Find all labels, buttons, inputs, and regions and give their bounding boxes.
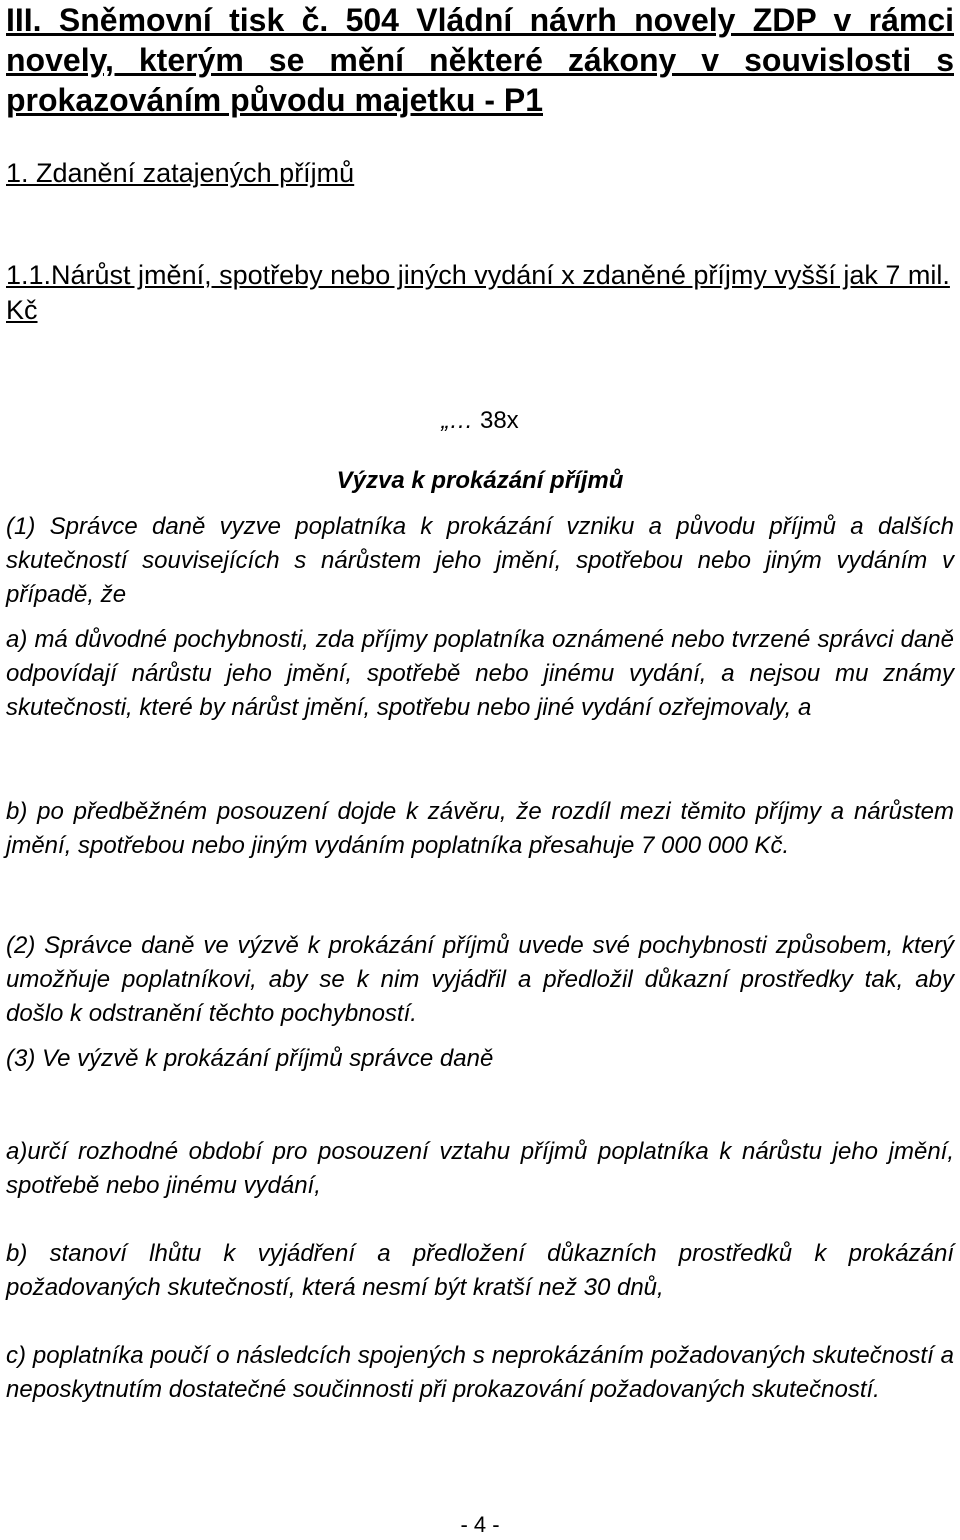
paragraph-3-letter-a: a)určí rozhodné období pro posouzení vztahu příjmů poplatníka k nárůstu jeho jmění, spotřebě nebo jinému vydání, (6, 1138, 954, 1199)
paragraph-1-letter-b: b) po předběžném posouzení dojde k závěru, že rozdíl mezi těmito příjmy a nárůstem jmění, spotřebou nebo jiným vydáním poplatníka přesahuje 7 000 000 Kč. (6, 798, 954, 859)
paragraph-3-letter-c: c) poplatníka poučí o následcích spojených s neprokázáním požadovaných skutečností a neposkytnutím dostatečné součinnosti při prokazování požadovaných skutečností. (6, 1342, 954, 1403)
paragraph-heading: Výzva k prokázání příjmů (336, 467, 624, 494)
paragraph-number: 38x (473, 407, 519, 434)
document-title: III. Sněmovní tisk č. 504 Vládní návrh novely ZDP v rámci novely, kterým se mění některé zákony v souvislosti s prokazováním původu majetku - P1 (6, 2, 954, 118)
section-heading-1-1: 1.1.Nárůst jmění, spotřeby nebo jiných vydání x zdaněné příjmy vyšší jak 7 mil. Kč (6, 260, 950, 325)
paragraph-mark (0, 404, 960, 438)
paragraph-mark-prefix: „… (441, 407, 474, 434)
paragraph-1: (1) Správce daně vyzve poplatníka k prokázání vzniku a původu příjmů a dalších skutečností souvisejících s nárůstem jeho jmění, spotřebou nebo jiným vydáním v případě, že (6, 513, 954, 608)
paragraph-1-letter-a: a) má důvodné pochybnosti, zda příjmy poplatníka oznámené nebo tvrzené správci daně odpovídají nárůstu jeho jmění, spotřebě nebo jinému vydání, a nejsou mu známy skutečnosti, které by nárůst jmění, spotřebu nebo jiné vydání ozřejmovaly, a (6, 626, 954, 721)
paragraph-2: (2) Správce daně ve výzvě k prokázání příjmů uvede své pochybnosti způsobem, který umožňuje poplatníkovi, aby se k nim vyjádřil a předložil důkazní prostředky tak, aby došlo k odstranění těchto pochybností. (6, 932, 954, 1027)
section-heading-1: 1. Zdanění zatajených příjmů (6, 158, 355, 188)
paragraph-3: (3) Ve výzvě k prokázání příjmů správce daně (6, 1045, 494, 1072)
page-number: - 4 - (460, 1512, 500, 1537)
paragraph-3-letter-b: b) stanoví lhůtu k vyjádření a předložení důkazních prostředků k prokázání požadovaných skutečností, která nesmí být kratší než 30 dnů, (6, 1240, 954, 1301)
